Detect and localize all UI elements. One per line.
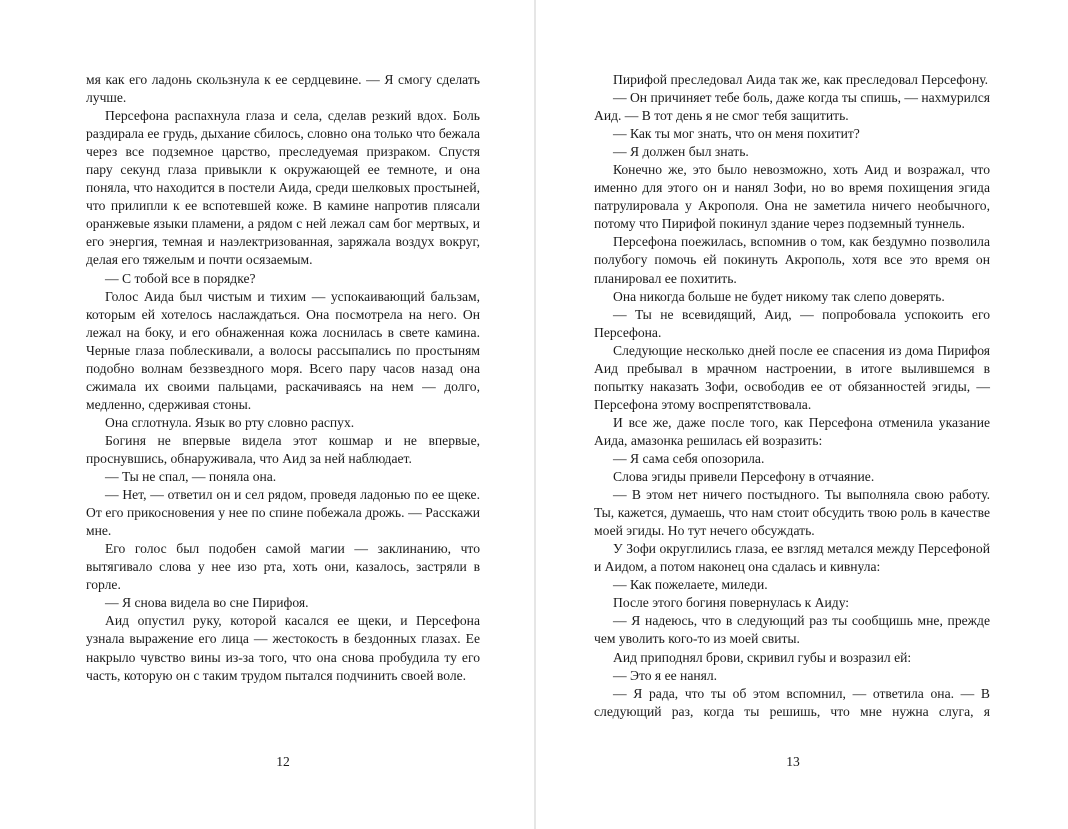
paragraph: — Ты не всевидящий, Аид, — попробовала успокоить его Персефона.: [594, 306, 990, 340]
paragraph: — Как ты мог знать, что он меня похитит?: [613, 126, 860, 142]
page-number: 13: [786, 754, 800, 769]
paragraph: Слова эгиды привели Персефону в отчаяние.: [613, 469, 875, 485]
paragraph: — Я надеюсь, что в следующий раз ты сообщишь мне, прежде чем уволить кого-то из моей свиты.: [594, 613, 990, 647]
paragraph: У Зофи округлились глаза, ее взгляд метался между Персефоной и Аидом, а потом наконец она сдалась и кивнула:: [594, 541, 990, 575]
paragraph: — Я должен был знать.: [613, 144, 749, 160]
paragraph: — В этом нет ничего постыдного. Ты выполняла свою работу. Ты, кажется, думаешь, что нам стоит обсудить твою роль в качестве моей эгиды. Но тут нечего обсуждать.: [594, 487, 990, 539]
right-page: [536, 0, 1068, 829]
paragraph: — Это я ее нанял.: [613, 667, 718, 683]
paragraph: мя как его ладонь скользнула к ее сердцевине. — Я смогу сделать лучше.: [86, 72, 480, 106]
paragraph: — Я рада, что ты об этом вспомнил, — ответила она. — В следующий раз, когда ты решишь, что мне нужна слуга, я: [594, 685, 990, 719]
paragraph: Конечно же, это было невозможно, хоть Аид и возражал, что именно для этого он и нанял Зофи, но во время похищения эгида патрулировала у Акрополя. Она не заметила ничего необычного, потому что Пирифой покинул здание через подземный туннель.: [594, 162, 990, 232]
paragraph: — С тобой все в порядке?: [105, 270, 256, 286]
paragraph: Его голос был подобен самой магии — заклинанию, что вытягивало слова у нее изо рта, хоть они, казалось, застряли в горле.: [86, 541, 480, 593]
paragraph: — Ты не спал, — поняла она.: [105, 469, 277, 485]
paragraph: — Я сама себя опозорила.: [613, 450, 765, 466]
paragraph: — Он причиняет тебе боль, даже когда ты спишь, — нахмурился Аид. — В тот день я не смог тебя защитить.: [594, 90, 991, 124]
paragraph: Пирифой преследовал Аида так же, как преследовал Персефону.: [613, 72, 989, 87]
page-number: 12: [276, 754, 290, 769]
paragraph: Голос Аида был чистым и тихим — успокаивающий бальзам, которым ей хотелось наслаждаться. Она посмотрела на него. Он лежал на боку, и его обнаженная кожа лоснилась в свете камина. Черные глаза поблескивали, а волосы рассыпались по простыням подобно волнам беззвездного моря. Всего пару часов назад она сжимала их своими пальцами, раскачиваясь на нем — долго, медленно, сдерживая стоны.: [86, 288, 480, 412]
paragraph: Аид опустил руку, которой касался ее щеки, и Персефона узнала выражение его лица — жестокость в бездонных глазах. Ее накрыло чувство вины из-за того, что она снова пробудила ту его часть, которую он с таким трудом пытался подчинить своей воле.: [86, 613, 480, 683]
paragraph: И все же, даже после того, как Персефона отменила указание Аида, амазонка решилась ей возразить:: [594, 414, 990, 448]
paragraph: Следующие несколько дней после ее спасения из дома Пирифоя Аид пребывал в мрачном настроении, в итоге вылившемся в попытку наказать Зофи, освободив ее от обязанностей эгиды, — Персефона этому воспрепятствовала.: [594, 342, 990, 412]
paragraph: Она сглотнула. Язык во рту словно распух.: [105, 414, 355, 430]
paragraph: Персефона поежилась, вспомнив о том, как бездумно позволила полубогу помочь ей покинуть Акрополь, хотя все это время он планировал ее похитить.: [594, 234, 990, 286]
paragraph: После этого богиня повернулась к Аиду:: [613, 595, 850, 611]
paragraph: — Нет, — ответил он и сел рядом, проведя ладонью по ее щеке. От его прикосновения у нее по спине побежала дрожь. — Расскажи мне.: [86, 487, 480, 539]
left-page-text: [86, 71, 480, 685]
paragraph: Аид приподнял брови, скривил губы и возразил ей:: [613, 649, 912, 665]
paragraph: — Как пожелаете, миледи.: [613, 577, 768, 593]
paragraph: Она никогда больше не будет никому так слепо доверять.: [613, 288, 945, 304]
paragraph: — Я снова видела во сне Пирифоя.: [105, 595, 309, 611]
paragraph: Богиня не впервые видела этот кошмар и не впервые, проснувшись, обнаруживала, что Аид за ней наблюдает.: [86, 432, 480, 466]
paragraph: Персефона распахнула глаза и села, сделав резкий вдох. Боль раздирала ее грудь, дыхание сбилось, словно она только что бежала через все подземное царство, преследуемая призраком. Спустя пару секунд глаза привыкли к окружающей ее темноте, и она поняла, что находится в постели Аида, среди шелковых простыней, что прилипли к ее вспотевшей коже. В камине напротив плясали оранжевые языки пламени, а рядом с ней лежал сам бог мертвых, и его энергия, темная и наэлектризованная, заряжала воздух вокруг, делая его тяжелым и почти осязаемым.: [86, 108, 480, 268]
right-page-text: [594, 71, 990, 721]
